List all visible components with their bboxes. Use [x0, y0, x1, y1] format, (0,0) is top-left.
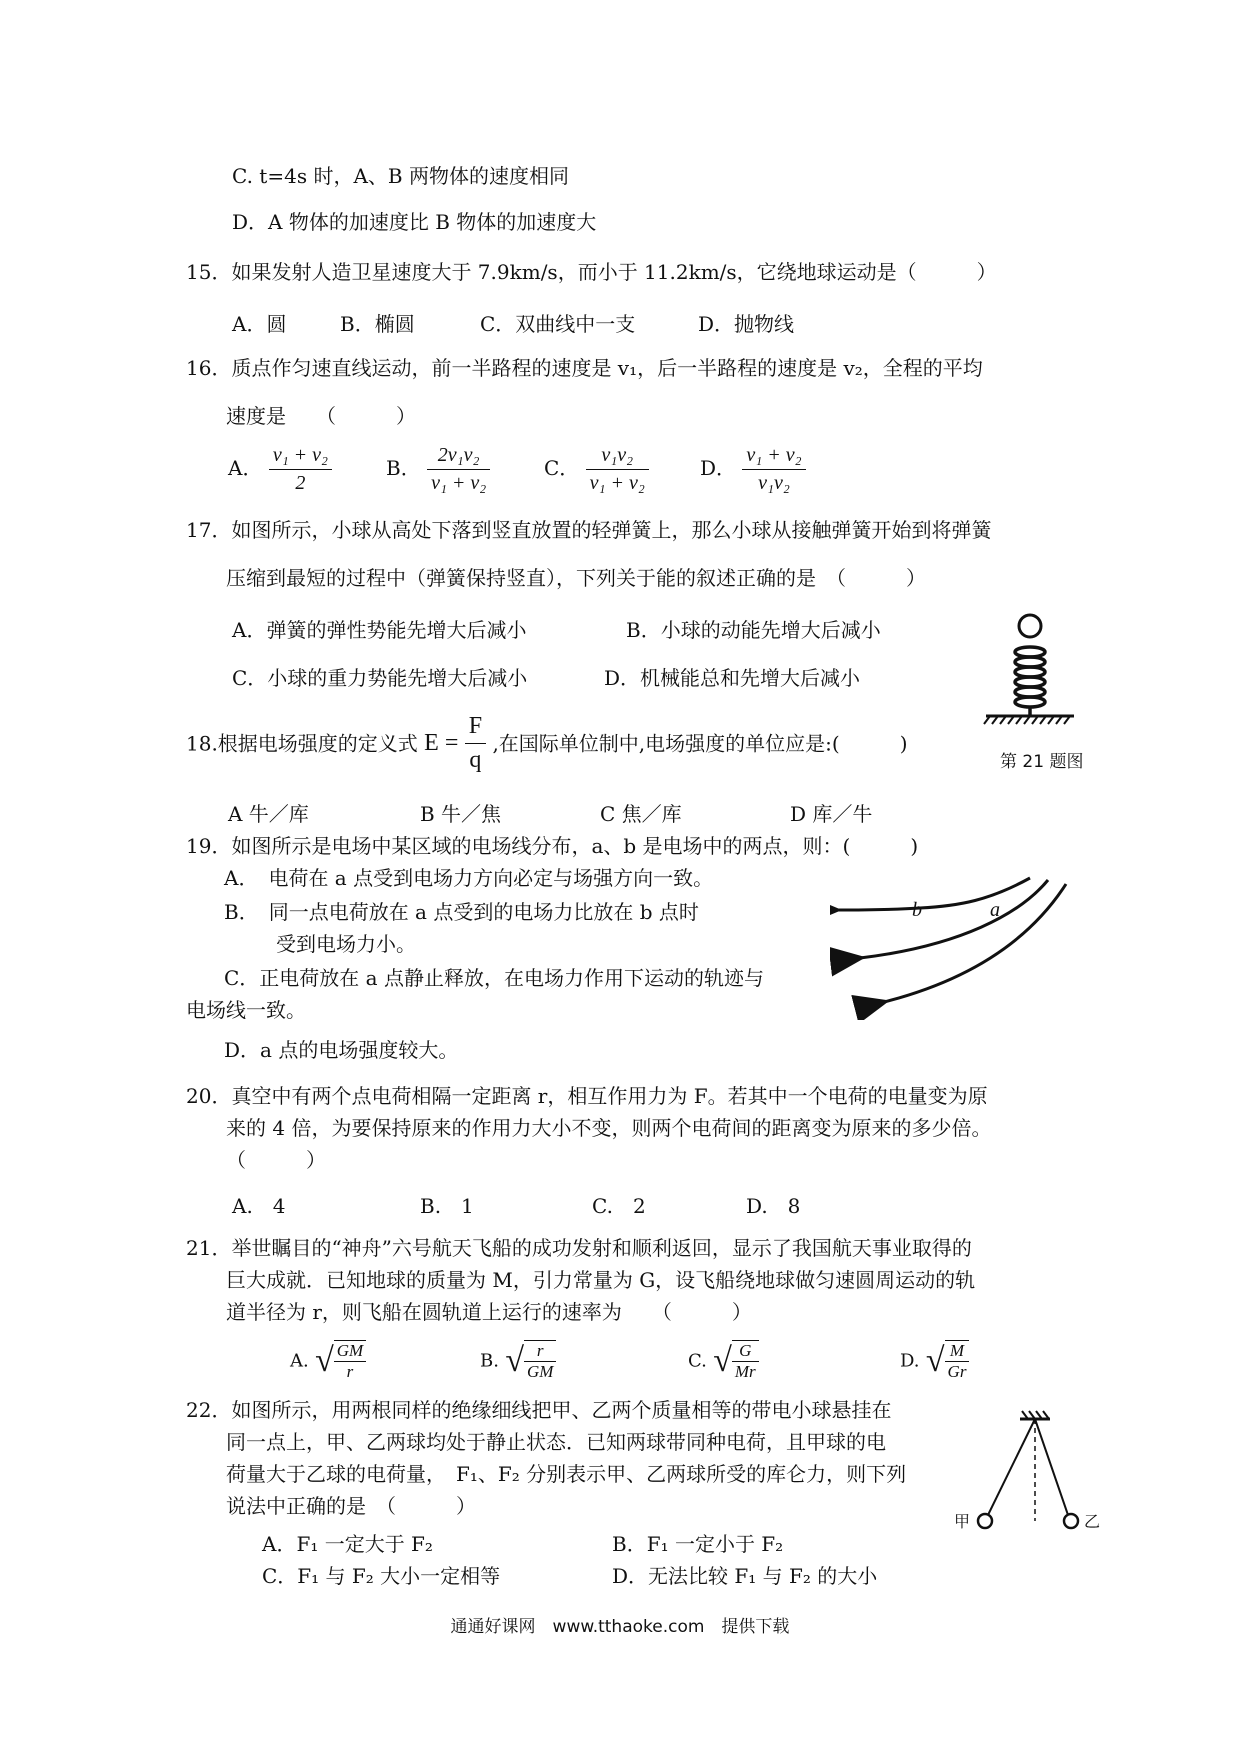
q16-option-d [700, 444, 806, 495]
q19-stem: 19．如图所示是电场中某区域的电场线分布，a、b 是电场中的两点，则：( ) [186, 834, 919, 858]
q20-option-b: B. 1 [420, 1194, 474, 1218]
ground-hatch-icon [984, 716, 1074, 724]
field-lines-figure [830, 870, 1090, 1020]
spring-icon [1015, 647, 1045, 716]
q20-stem-line2: 来的 4 倍，为要保持原来的作用力大小不变，则两个电荷间的距离变为原来的多少倍。 [226, 1116, 992, 1140]
q15-option-d: D．抛物线 [698, 312, 795, 336]
q16-d-fraction: $\frac{\text{v₁ + v₂}}{\text{v₁v₂}}$ [742, 444, 805, 495]
q21-stem-line1: 21．举世瞩目的“神舟”六号航天飞船的成功发射和顺利返回，显示了我国航天事业取得的 [186, 1236, 972, 1260]
q17-stem-line1: 17．如图所示，小球从高处下落到竖直放置的轻弹簧上，那么小球从接触弹簧开始到将弹簧 [186, 518, 992, 542]
q18-formula-fraction: $\frac{F}{q}$ [465, 712, 486, 775]
q21-stem-line2: 巨大成就．已知地球的质量为 M，引力常量为 G，设飞船绕地球做匀速圆周运动的轨 [226, 1268, 976, 1292]
right-thread [1035, 1419, 1068, 1515]
spring-ball-figure [980, 610, 1080, 740]
q16-c-label: C． [544, 456, 580, 480]
point-a-label: a [990, 899, 1000, 921]
q21-d-sqrt: √ $\frac{M}{Gr}$ [926, 1340, 970, 1382]
q19-option-c-line1: C．正电荷放在 a 点静止释放，在电场力作用下运动的轨迹与 [224, 966, 764, 990]
q17-option-c: C．小球的重力势能先增大后减小 [232, 666, 528, 690]
spring-figure-caption: 第 21 题图 [1000, 752, 1084, 772]
point-b-label: b [912, 899, 922, 921]
q18-formula-lhs: E = [424, 729, 459, 756]
q16-b-fraction: $\frac{\text{2v₁v₂}}{\text{v₁ + v₂}}$ [427, 444, 490, 495]
q18-option-a: A 牛／库 [228, 802, 309, 826]
q21-b-label: B. [480, 1350, 499, 1372]
q17-stem-line2: 压缩到最短的过程中（弹簧保持竖直），下列关于能的叙述正确的是 （ ） [226, 566, 926, 590]
q20-option-d: D. 8 [746, 1194, 801, 1218]
q21-stem-line3: 道半径为 r，则飞船在圆轨道上运行的速率为 （ ） [226, 1300, 752, 1324]
q21-d-label: D. [900, 1350, 920, 1372]
q22-option-d: D．无法比较 F₁ 与 F₂ 的大小 [612, 1564, 878, 1588]
q14-option-c: C. t=4s 时，A、B 两物体的速度相同 [232, 164, 569, 188]
q21-c-sqrt: √ $\frac{G}{Mr}$ [713, 1340, 758, 1382]
q18-option-b: B 牛／焦 [420, 802, 502, 826]
q21-c-label: C. [688, 1350, 707, 1372]
q18-stem-pre: 18.根据电场强度的定义式 [186, 731, 418, 756]
q16-option-c [544, 444, 649, 495]
q21-a-sqrt: √ $\frac{GM}{r}$ [315, 1340, 366, 1382]
q22-option-b: B．F₁ 一定小于 F₂ [612, 1532, 784, 1556]
q14-option-d: D．A 物体的加速度比 B 物体的加速度大 [232, 210, 597, 234]
left-thread [988, 1419, 1035, 1515]
q21-option-d [900, 1340, 969, 1382]
q16-d-label: D． [700, 456, 737, 480]
q22-stem-line4: 说法中正确的是 （ ） [226, 1494, 476, 1518]
q15-option-b: B．椭圆 [340, 312, 415, 336]
q22-stem-line1: 22．如图所示，用两根同样的绝缘细线把甲、乙两个质量相等的带电小球悬挂在 [186, 1398, 892, 1422]
ball-yi-label: 乙 [1084, 1512, 1101, 1531]
q16-a-label: A． [228, 456, 263, 480]
ball-jia-label: 甲 [954, 1512, 971, 1531]
ball-jia-icon [978, 1514, 992, 1528]
ball-icon [1019, 615, 1041, 637]
q22-option-c: C．F₁ 与 F₂ 大小一定相等 [262, 1564, 501, 1588]
q20-stem-line1: 20．真空中有两个点电荷相隔一定距离 r，相互作用力为 F。若其中一个电荷的电量变为原 [186, 1084, 988, 1108]
q15-option-c: C．双曲线中一支 [480, 312, 636, 336]
q16-option-b [386, 444, 490, 495]
q19-option-c-line2: 电场线一致。 [186, 998, 306, 1022]
q20-option-a: A. 4 [232, 1194, 286, 1218]
q22-option-a: A．F₁ 一定大于 F₂ [262, 1532, 433, 1556]
q15-stem: 15．如果发射人造卫星速度大于 7.9km/s，而小于 11.2km/s，它绕地球运动是（ ） [186, 260, 997, 284]
field-line-1 [836, 878, 1030, 910]
q18-option-c: C 焦／库 [600, 802, 682, 826]
q21-option-b [480, 1340, 556, 1382]
q16-a-fraction: $\frac{\text{v₁ + v₂}}{2}$ [269, 444, 332, 495]
q16-stem-line1: 16．质点作匀速直线运动，前一半路程的速度是 v₁，后一半路程的速度是 v₂，全程的平均 [186, 356, 983, 380]
q15-option-a: A．圆 [232, 312, 287, 336]
q18-stem [186, 712, 908, 782]
q21-a-label: A. [290, 1350, 309, 1372]
q16-b-label: B． [386, 456, 421, 480]
q19-option-b-line2: 受到电场力小。 [276, 932, 416, 956]
charged-balls-figure [950, 1405, 1110, 1535]
q17-option-a: A．弹簧的弹性势能先增大后减小 [232, 618, 527, 642]
q19-option-d: D．a 点的电场强度较大。 [224, 1038, 459, 1062]
q21-option-a [290, 1340, 366, 1382]
q22-stem-line3: 荷量大于乙球的电荷量， F₁、F₂ 分别表示甲、乙两球所受的库仑力，则下列 [226, 1462, 907, 1486]
q19-option-a: A． 电荷在 a 点受到电场力方向必定与场强方向一致。 [224, 866, 714, 890]
page-footer: 通通好课网 www.tthaoke.com 提供下载 [450, 1617, 790, 1637]
q16-stem-line2: 速度是 （ ） [226, 404, 416, 428]
q16-option-a [228, 444, 332, 495]
q17-option-d: D．机械能总和先增大后减小 [604, 666, 861, 690]
q16-c-fraction: $\frac{\text{v₁v₂}}{\text{v₁ + v₂}}$ [586, 444, 649, 495]
ball-yi-icon [1064, 1514, 1078, 1528]
ceiling-hatch-icon [1020, 1411, 1050, 1419]
q18-option-d: D 库／牛 [790, 802, 873, 826]
q17-option-b: B．小球的动能先增大后减小 [626, 618, 881, 642]
q22-stem-line2: 同一点上，甲、乙两球均处于静止状态．已知两球带同种电荷，且甲球的电 [226, 1430, 886, 1454]
q19-option-b-line1: B． 同一点电荷放在 a 点受到的电场力比放在 b 点时 [224, 900, 699, 924]
q18-stem-post: ,在国际单位制中,电场强度的单位应是:( ) [492, 731, 908, 756]
q20-option-c: C. 2 [592, 1194, 646, 1218]
q21-b-sqrt: √ $\frac{r}{GM}$ [505, 1340, 556, 1382]
q20-stem-line3: （ ） [226, 1148, 326, 1172]
q21-option-c [688, 1340, 759, 1382]
field-line-2 [860, 880, 1048, 958]
